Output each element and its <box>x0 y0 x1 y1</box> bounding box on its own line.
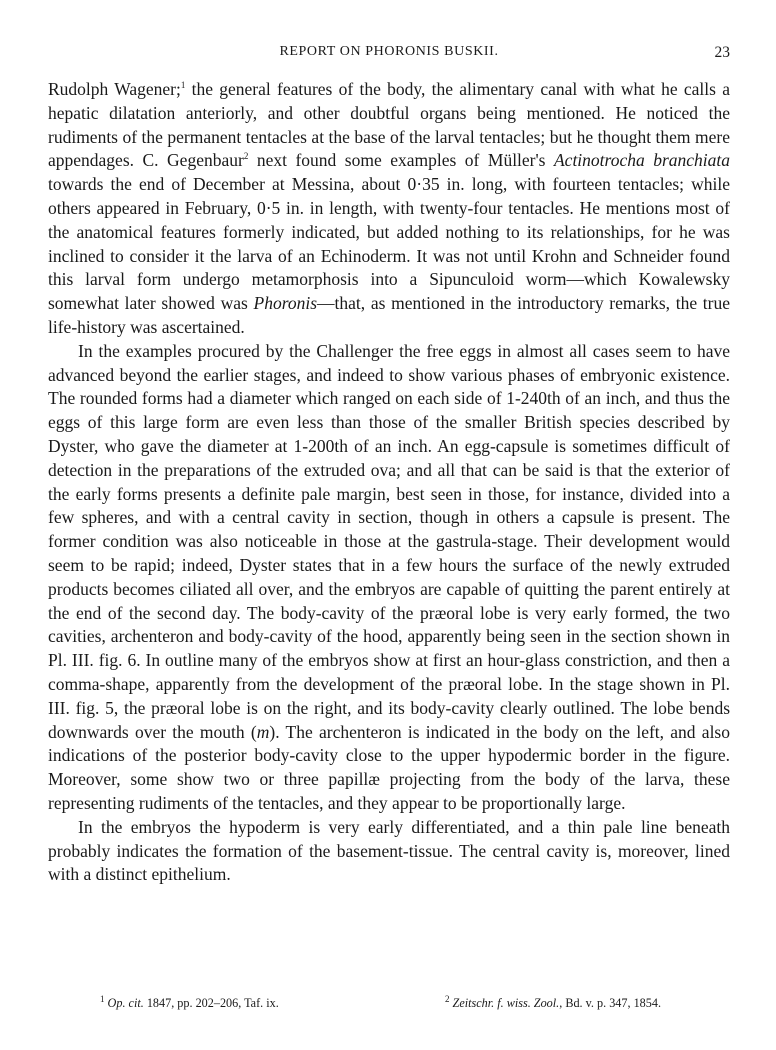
page-header <box>48 44 730 66</box>
paragraph <box>48 816 730 887</box>
text-run: In the embryos the hypoderm is very early differentiated, and a thin pale line beneath probably indicates the formation of the basement-tissue. The central cavity is, moreover, lined with a distinct epithelium. <box>48 816 730 885</box>
page-number: 23 <box>714 44 730 61</box>
footnote <box>445 993 662 1011</box>
italic-text: m <box>256 721 270 742</box>
text-run: In the examples procured by the Challenger the free eggs in almost all cases seem to have advanced beyond the earlier stages, and indeed to show various phases of embryonic existence. The rounded forms had a diameter which ranged on each side of 1-240th of an inch, and thus the eggs of this large form are even less than those of the smaller British species described by Dyster, who gave the diameter at 1-200th of an inch. An egg-capsule is sometimes difficult of detection in the preparations of the extruded ova; and all that can be said is that the exterior of the early forms presents a definite pale margin, best seen in those, for instance, divided into a few spheres, and with a central cavity in section, though in others a capsule is present. The former condition was also noticeable in those at the gastrula-stage. Their development would seem to be rapid; indeed, Dyster states that in a few hours the surface of the newly extruded products becomes ciliated all over, and the embryos are capable of quitting the parent entirely at the end of the second day. The body-cavity of the præoral lobe is very early formed, the two cavities, archenteron and body-cavity of the hood, apparently being seen in the section shown in Pl. III. fig. 6. In outline many of the embryos show at first an hour-glass constriction, and then a comma-shape, apparently from the development of the præoral lobe. In the stage shown in Pl. III. fig. 5, the præoral lobe is on the right, and its body-cavity clearly outlined. The lobe bends downwards over the mouth ( <box>48 340 730 742</box>
footnote-marker: 2 <box>445 993 450 1004</box>
footnote <box>100 993 279 1011</box>
italic-text: Actinotrocha branchiata <box>553 150 731 171</box>
text-run: the general features of the body, the alimentary canal with what he calls a hepatic dilatation anteriorly, and other doubtful organs being mentioned. He noticed the rudiments of the permanent tentacles at the base of the larval tentacles; but he thought them mere appendages. C. Gegenbaur <box>48 79 730 171</box>
text-run: —that, as mentioned in the introductory remarks, the true life-history was ascertained. <box>48 293 730 337</box>
body-text <box>48 78 730 887</box>
italic-text: Op. cit. <box>107 996 144 1010</box>
paragraph <box>48 340 730 816</box>
footnote-marker: 1 <box>180 80 186 91</box>
text-run: Rudolph Wagener; <box>48 79 181 99</box>
text-run: ). The archenteron is indicated in the body on the left, and also indications of the posterior body-cavity close to the upper hypodermic border in the figure. Moreover, some show two or three papillæ projecting from the body of the larva, these representing rudiments of the tentacles, and they appear to be proportionally large. <box>48 721 730 813</box>
footnote-marker: 2 <box>243 151 249 162</box>
text-run: , Bd. v. p. 347, 1854. <box>559 996 662 1010</box>
footnote-marker: 1 <box>100 993 105 1004</box>
paragraph <box>48 78 730 340</box>
italic-text: Zeitschr. f. wiss. Zool. <box>452 996 560 1010</box>
running-title: REPORT ON PHORONIS BUSKII. <box>279 44 499 59</box>
text-run: towards the end of December at Messina, about 0·35 in. long, with fourteen tentacles; while others appeared in February, 0·5 in. in length, with twenty-four tentacles. He mentions most of the anatomical features formerly indicated, but added nothing to its relationships, for he was inclined to consider it the larva of an Echinoderm. It was not until Krohn and Schneider found this larval form undergo metamorphosis into a Sipunculoid worm—which Kowalewsky somewhat later showed was <box>48 174 730 314</box>
italic-text: Phoronis <box>253 293 318 314</box>
text-run: 1847, pp. 202–206, Taf. ix. <box>143 996 279 1010</box>
text-run: next found some examples of Müller's <box>248 150 554 171</box>
